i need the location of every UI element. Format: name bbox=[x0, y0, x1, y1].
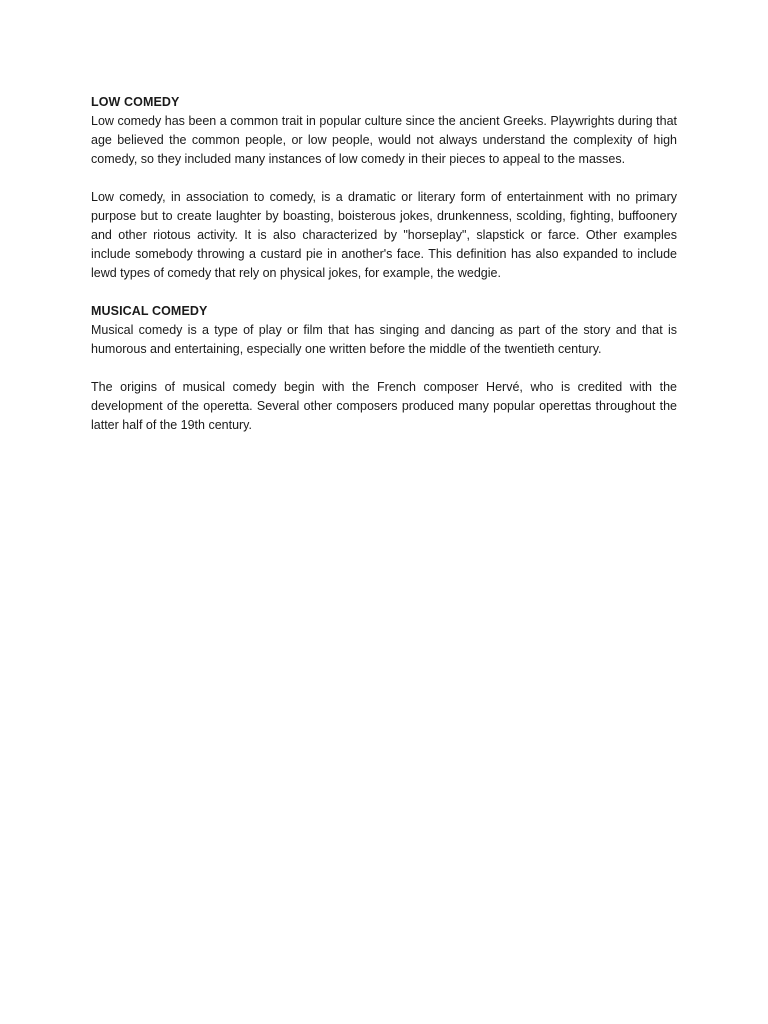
paragraph-spacer bbox=[91, 169, 677, 188]
document-page bbox=[91, 93, 677, 435]
section-heading-low-comedy: LOW COMEDY bbox=[91, 95, 180, 109]
paragraph-low-comedy-intro: Low comedy has been a common trait in popular culture since the ancient Greeks. Playwrights during that age believed the common people, or low people, would not always understand the complexity of high comedy, so they included many instances of low comedy in their pieces to appeal to the masses. bbox=[91, 114, 677, 166]
paragraph-spacer bbox=[91, 359, 677, 378]
paragraph-musical-comedy-origins: The origins of musical comedy begin with the French composer Hervé, who is credited with the development of the operetta. Several other composers produced many popular operettas throughout the latter half of the 19th century. bbox=[91, 380, 677, 432]
section-heading-musical-comedy: MUSICAL COMEDY bbox=[91, 304, 208, 318]
section-spacer bbox=[91, 283, 677, 302]
paragraph-musical-comedy-definition: Musical comedy is a type of play or film that has singing and dancing as part of the story and that is humorous and entertaining, especially one written before the middle of the twentieth century. bbox=[91, 323, 677, 356]
paragraph-low-comedy-definition: Low comedy, in association to comedy, is a dramatic or literary form of entertainment with no primary purpose but to create laughter by boasting, boisterous jokes, drunkenness, scolding, fighting, buffoonery and other riotous activity. It is also characterized by "horseplay", slapstick or farce. Other examples include somebody throwing a custard pie in another's face. This definition has also expanded to include lewd types of comedy that rely on physical jokes, for example, the wedgie. bbox=[91, 190, 677, 280]
